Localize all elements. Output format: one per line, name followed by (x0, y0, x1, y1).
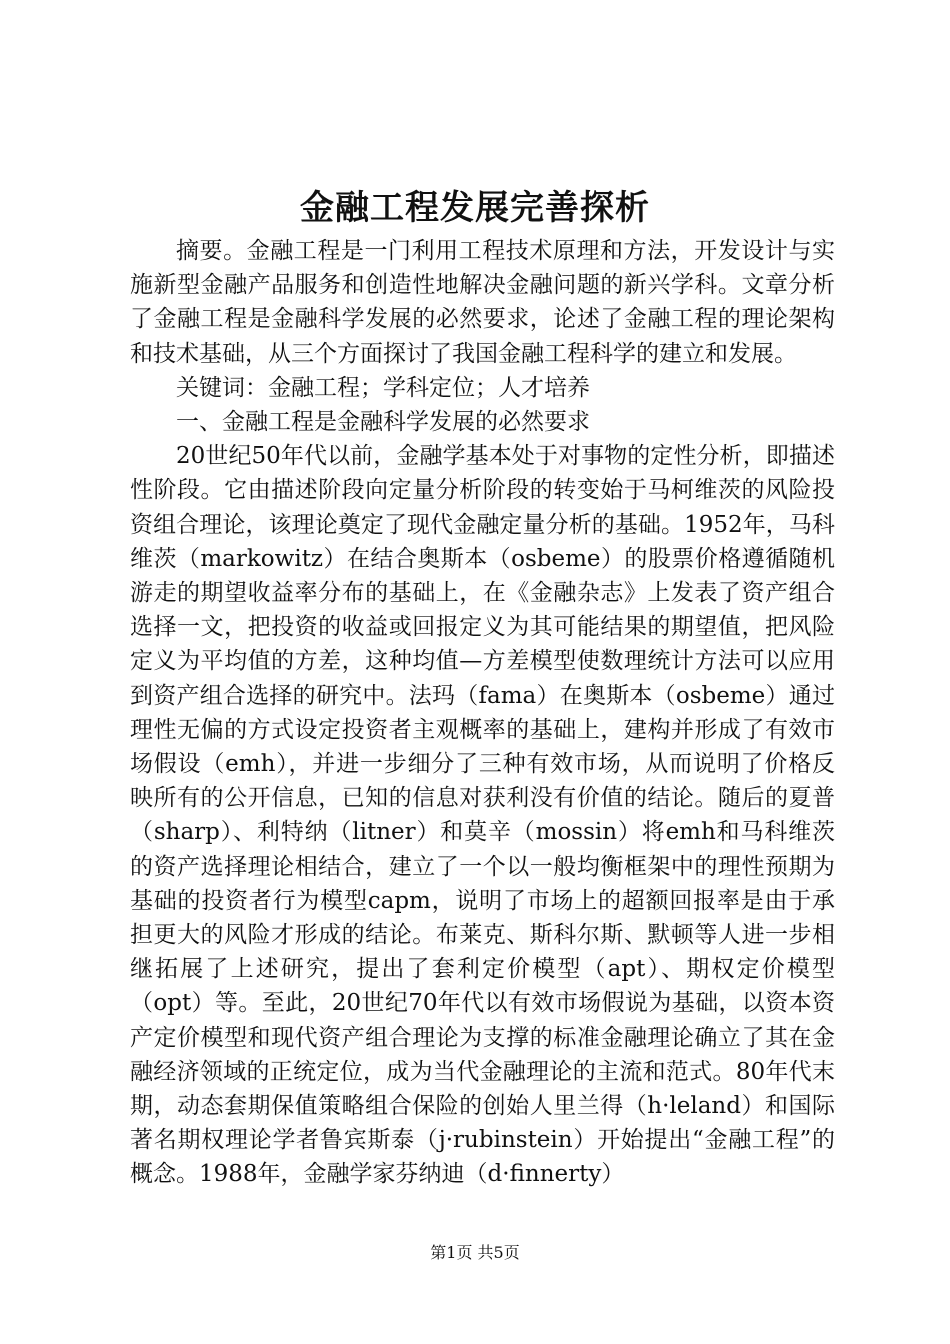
document-body (130, 234, 835, 1192)
section-heading: 一、金融工程是金融科学发展的必然要求 (176, 409, 590, 436)
body-paragraph: 20世纪50年代以前，金融学基本处于对事物的定性分析，即描述性阶段。它由描述阶段向定量分析阶段的转变始于马柯维茨的风险投资组合理论，该理论奠定了现代金融定量分析的基础。1952年，马科维茨（markowitz）在结合奥斯本（osbeme）的股票价格遵循随机游走的期望收益率分布的基础上，在《金融杂志》上发表了资产组合选择一文，把投资的收益或回报定义为其可能结果的期望值，把风险定义为平均值的方差，这种均值—方差模型使数理统计方法可以应用到资产组合选择的研究中。法玛（fama）在奥斯本（osbeme）通过理性无偏的方式设定投资者主观概率的基础上，建构并形成了有效市场假设（emh），并进一步细分了三种有效市场，从而说明了价格反映所有的公开信息，已知的信息对获利没有价值的结论。随后的夏普（sharp）、利特纳（litner）和莫辛（mossin）将emh和马科维茨的资产选择理论相结合，建立了一个以一般均衡框架中的理性预期为基础的投资者行为模型capm，说明了市场上的超额回报率是由于承担更大的风险才形成的结论。布莱克、斯科尔斯、默顿等人进一步相继拓展了上述研究，提出了套利定价模型（apt）、期权定价模型（opt）等。至此，20世纪70年代以有效市场假说为基础，以资本资产定价模型和现代资产组合理论为支撑的标准金融理论确立了其在金融经济领域的正统定位，成为当代金融理论的主流和范式。80年代末期，动态套期保值策略组合保险的创始人里兰得（h·leland）和国际著名期权理论学者鲁宾斯泰（j·rubinstein）开始提出“金融工程”的概念。1988年，金融学家芬纳迪（d·finnerty） (130, 443, 835, 1188)
document-title: 金融工程发展完善探析 (300, 188, 650, 228)
keywords-line: 关键词：金融工程；学科定位；人才培养 (176, 374, 590, 401)
abstract-paragraph: 摘要。金融工程是一门利用工程技术原理和方法，开发设计与实施新型金融产品服务和创造性地解决金融问题的新兴学科。文章分析了金融工程是金融科学发展的必然要求，论述了金融工程的理论架构和技术基础，从三个方面探讨了我国金融工程科学的建立和发展。 (130, 238, 835, 367)
page-number-footer: 第1页 共5页 (430, 1243, 520, 1262)
